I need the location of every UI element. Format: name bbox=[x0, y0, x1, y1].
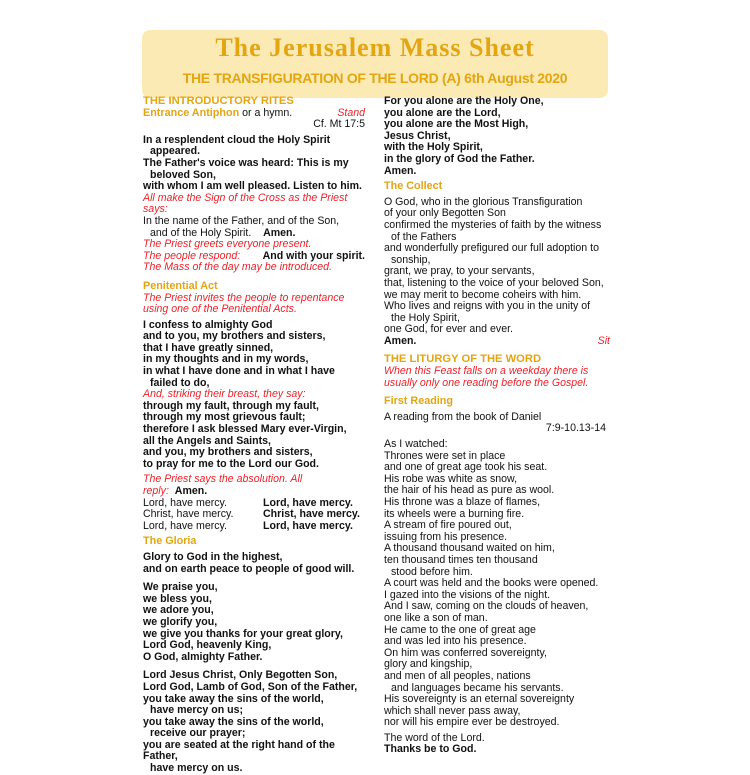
reading-line: and languages became his servants. bbox=[391, 681, 564, 694]
gloria-line: we adore you, bbox=[143, 604, 214, 617]
gloria-line: you are seated at the right hand of the Father, bbox=[143, 738, 335, 763]
gloria-line: with the Holy Spirit, bbox=[384, 141, 483, 154]
collect-line: grant, we pray, to your servants, bbox=[384, 265, 535, 278]
gloria-line: we glorify you, bbox=[143, 615, 218, 628]
confiteor-line: failed to do, bbox=[150, 376, 210, 389]
gloria-part-3 bbox=[143, 670, 365, 774]
reading-line: His robe was white as snow, bbox=[384, 472, 518, 485]
gloria-part-1 bbox=[143, 552, 365, 575]
antiphon-reference: Cf. Mt 17:5 bbox=[313, 118, 365, 131]
reading-line: issuing from his presence. bbox=[384, 530, 508, 543]
confiteor-line: in my thoughts and in my words, bbox=[143, 353, 309, 366]
reading-line: On him was conferred sovereignty, bbox=[384, 646, 547, 659]
confiteor-part-1 bbox=[143, 320, 365, 390]
gloria-line: receive our prayer; bbox=[150, 727, 246, 740]
kyrie-row bbox=[143, 521, 365, 533]
sit-rubric: Sit bbox=[597, 334, 610, 347]
confiteor-line: and to you, my brothers and sisters, bbox=[143, 330, 326, 343]
kyrie-people: Christ, have mercy. bbox=[263, 508, 360, 521]
first-reading-heading: First Reading bbox=[384, 395, 453, 408]
trinity-text: and of the Holy Spirit. bbox=[150, 226, 252, 239]
kyrie-priest: Lord, have mercy. bbox=[143, 519, 227, 532]
gloria-line: and on earth peace to people of good will. bbox=[143, 562, 355, 575]
gloria-line: we give you thanks for your great glory, bbox=[143, 627, 343, 640]
reading-line: His throne was a blaze of flames, bbox=[384, 496, 541, 508]
collect-line: one God, for ever and ever. bbox=[384, 323, 513, 336]
collect-amen: Amen. bbox=[384, 334, 417, 347]
gloria-part-2 bbox=[143, 582, 365, 663]
entrance-antiphon-label: Entrance Antiphon bbox=[143, 106, 240, 119]
striking-rubric: And, striking their breast, they say: bbox=[143, 388, 306, 401]
gloria-line: you alone are the Lord, bbox=[384, 106, 501, 119]
absolution-line bbox=[143, 474, 365, 497]
collect-line: sonship, bbox=[391, 253, 431, 266]
confiteor-line: through my most grievous fault; bbox=[143, 411, 306, 424]
antiphon-line: The Father's voice was heard: This is my bbox=[143, 156, 349, 169]
mass-of-day-rubric: The Mass of the day may be introduced. bbox=[143, 261, 333, 274]
collect-line: O God, who in the glorious Transfiguration bbox=[384, 195, 583, 208]
trinity-line: In the name of the Father, and of the Son, bbox=[143, 214, 340, 227]
confiteor-line: and you, my brothers and sisters, bbox=[143, 446, 313, 459]
reading-reference: 7:9-10.13-14 bbox=[545, 422, 606, 435]
collect-line: confirmed the mysteries of faith by the witness bbox=[384, 218, 602, 231]
gloria-line: you alone are the Most High, bbox=[384, 118, 529, 131]
introductory-rites-heading: THE INTRODUCTORY RITES bbox=[143, 95, 294, 107]
gloria-line: Jesus Christ, bbox=[384, 129, 451, 142]
reading-line: A court was held and the books were opened. bbox=[384, 577, 599, 590]
gloria-line: have mercy on us; bbox=[150, 704, 244, 717]
absolution-amen: Amen. bbox=[174, 485, 208, 497]
gloria-line: For you alone are the Holy One, bbox=[384, 95, 544, 107]
antiphon-line: appeared. bbox=[150, 145, 201, 158]
gloria-line: in the glory of God the Father. bbox=[384, 152, 535, 165]
antiphon-text bbox=[143, 135, 365, 193]
gloria-line: Lord Jesus Christ, Only Begotten Son, bbox=[143, 669, 338, 682]
confiteor-line: that I have greatly sinned, bbox=[143, 341, 274, 354]
collect-text bbox=[384, 197, 610, 336]
reading-line: I gazed into the visions of the night. bbox=[384, 588, 551, 601]
header-banner bbox=[142, 30, 608, 98]
kyrie bbox=[143, 498, 365, 533]
kyrie-priest: Lord, have mercy. bbox=[143, 496, 227, 509]
penitential-heading: Penitential Act bbox=[143, 279, 218, 292]
reading-line: and was led into his presence. bbox=[384, 635, 527, 648]
gloria-line: Lord God, Lamb of God, Son of the Father, bbox=[143, 680, 358, 693]
gloria-line: Amen. bbox=[384, 164, 417, 177]
gloria-line: Glory to God in the highest, bbox=[143, 550, 283, 563]
liturgy-word-heading: THE LITURGY OF THE WORD bbox=[384, 353, 542, 366]
gloria-line: Lord God, heavenly King, bbox=[143, 639, 272, 652]
gloria-line: you take away the sins of the world, bbox=[143, 692, 324, 705]
collect-line: that, listening to the voice of your beloved Son, bbox=[384, 276, 604, 289]
gloria-line: have mercy on us. bbox=[150, 762, 243, 775]
confiteor-line: therefore I ask blessed Mary ever-Virgin, bbox=[143, 423, 347, 436]
reading-line: Thrones were set in place bbox=[384, 449, 506, 462]
collect-line: of the Fathers bbox=[391, 230, 457, 243]
collect-line: the Holy Spirit, bbox=[391, 311, 460, 324]
gloria-line: O God, almighty Father. bbox=[143, 650, 263, 663]
confiteor-line: in what I have done and in what I have bbox=[143, 365, 335, 378]
left-column bbox=[143, 96, 365, 775]
confiteor-line: I confess to almighty God bbox=[143, 318, 273, 331]
stand-rubric: Stand bbox=[337, 106, 365, 119]
antiphon-line: In a resplendent cloud the Holy Spirit bbox=[143, 133, 331, 146]
reading-line: As I watched: bbox=[384, 438, 448, 451]
gloria-line: we bless you, bbox=[143, 592, 212, 605]
kyrie-people: Lord, have mercy. bbox=[263, 519, 353, 532]
reading-text bbox=[384, 439, 610, 729]
gloria-heading: The Gloria bbox=[143, 535, 197, 548]
reading-line: the hair of his head as pure as wool. bbox=[384, 484, 555, 497]
gloria-part-4 bbox=[384, 96, 610, 177]
reading-line: its wheels were a burning fire. bbox=[384, 507, 525, 520]
reading-line: And I saw, coming on the clouds of heaven, bbox=[384, 600, 589, 613]
kyrie-people: Lord, have mercy. bbox=[263, 496, 353, 509]
collect-line: we may merit to become coheirs with him. bbox=[384, 288, 582, 301]
right-column bbox=[384, 96, 610, 756]
reading-line: and one of great age took his seat. bbox=[384, 461, 548, 474]
page-subtitle: THE TRANSFIGURATION OF THE LORD (A) 6th August 2020 bbox=[182, 70, 568, 86]
reading-line: one like a son of man. bbox=[384, 611, 488, 624]
reading-line: A stream of fire poured out, bbox=[384, 519, 512, 532]
or-hymn-text: or a hymn. bbox=[239, 106, 293, 119]
reading-line: which shall never pass away, bbox=[384, 704, 521, 717]
confiteor-line: through my fault, through my fault, bbox=[143, 399, 319, 412]
reading-from: A reading from the book of Daniel bbox=[384, 410, 542, 423]
reading-line: nor will his empire ever be destroyed. bbox=[384, 716, 560, 729]
people-respond-rubric: The people respond: bbox=[143, 249, 241, 262]
confiteor-part-2 bbox=[143, 401, 365, 471]
with-spirit-response: And with your spirit. bbox=[262, 249, 365, 262]
thanks-be-to-god: Thanks be to God. bbox=[384, 743, 477, 756]
reading-line: and men of all peoples, nations bbox=[384, 669, 531, 682]
gloria-line: you take away the sins of the world, bbox=[143, 715, 324, 728]
antiphon-line: with whom I am well pleased. Listen to him. bbox=[143, 180, 362, 193]
reading-line: glory and kingship, bbox=[384, 658, 473, 671]
collect-line: Who lives and reigns with you in the unity of bbox=[384, 300, 591, 313]
sign-cross-rubric: All make the Sign of the Cross as the Priest says: bbox=[143, 191, 348, 216]
reading-line: ten thousand times ten thousand bbox=[384, 553, 538, 566]
greets-rubric: The Priest greets everyone present. bbox=[143, 238, 312, 251]
reading-line: His sovereignty is an eternal sovereignty bbox=[384, 693, 575, 706]
reading-line: He came to the one of great age bbox=[384, 623, 536, 636]
collect-line: and wonderfully prefigured our full adoption to bbox=[384, 242, 599, 255]
reading-line: stood before him. bbox=[391, 565, 473, 578]
reading-line: A thousand thousand waited on him, bbox=[384, 542, 555, 555]
collect-heading: The Collect bbox=[384, 180, 443, 193]
word-of-lord: The word of the Lord. bbox=[384, 731, 485, 744]
confiteor-line: to pray for me to the Lord our God. bbox=[143, 457, 319, 470]
collect-line: of your only Begotten Son bbox=[384, 207, 506, 220]
collect-amen-line bbox=[384, 336, 610, 348]
antiphon-line: beloved Son, bbox=[150, 168, 216, 181]
page-title: The Jerusalem Mass Sheet bbox=[215, 33, 535, 62]
amen-response: Amen. bbox=[263, 226, 296, 239]
invites-rubric: The Priest invites the people to repentance using one of the Penitential Acts. bbox=[143, 291, 345, 316]
absolution-rubric: The Priest says the absolution. All reply: bbox=[143, 473, 303, 497]
confiteor-line: all the Angels and Saints, bbox=[143, 434, 271, 447]
kyrie-priest: Christ, have mercy. bbox=[143, 508, 234, 521]
weekday-note: When this Feast falls on a weekday there is usually only one reading before the Gospel. bbox=[384, 365, 589, 389]
gloria-line: We praise you, bbox=[143, 581, 218, 594]
